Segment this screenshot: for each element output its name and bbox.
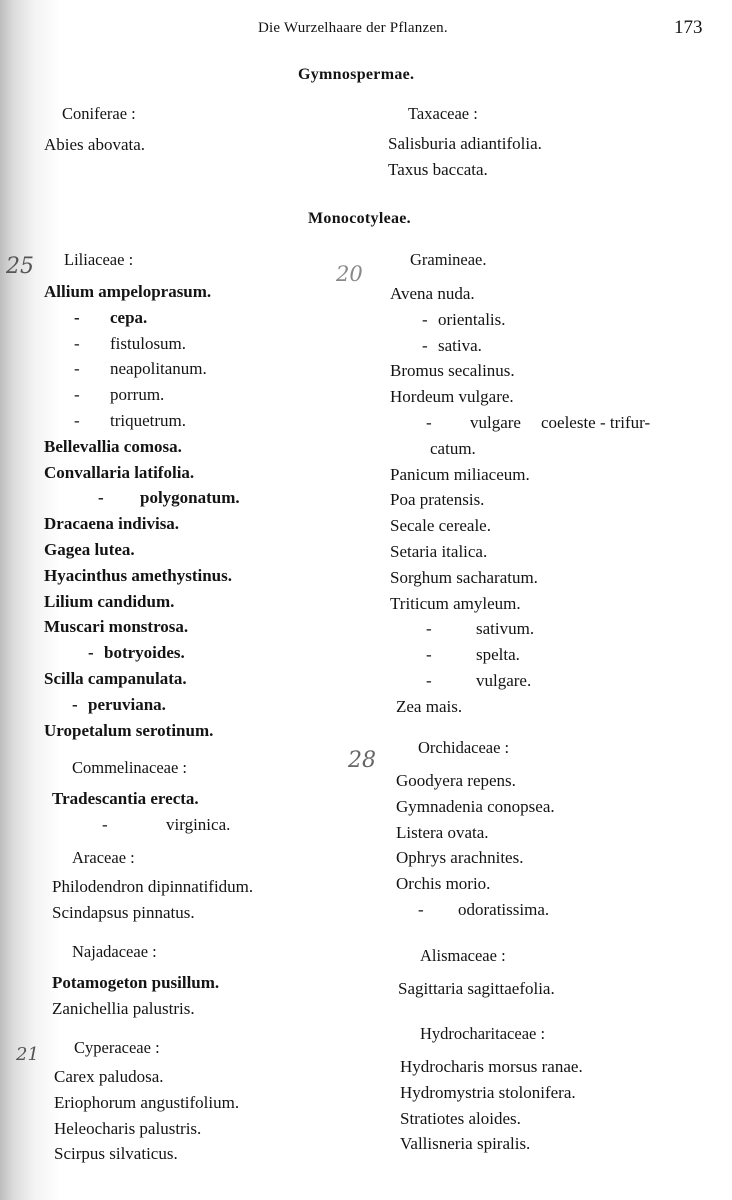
list-gramineae [390, 281, 650, 720]
list-item: Scilla campanulata. [44, 668, 187, 688]
page-number: 173 [674, 17, 703, 38]
list-item: Bellevallia comosa. [44, 436, 182, 456]
list-item: Scirpus silvaticus. [54, 1144, 178, 1164]
list-item: Salisburia adiantifolia. [388, 134, 542, 153]
list-item: - odoratissima. [418, 899, 550, 919]
list-commelinaceae [52, 786, 230, 838]
list-item: Bromus secalinus. [390, 361, 515, 381]
list-item: Poa pratensis. [390, 490, 485, 510]
family-heading-najadaceae: Najadaceae : [72, 942, 157, 961]
list-item: Eriophorum angustifolium. [54, 1092, 240, 1112]
list-item: Vallisneria spiralis. [400, 1134, 531, 1154]
list-item: Secale cereale. [390, 516, 491, 536]
family-heading-taxaceae: Taxaceae : [408, 104, 478, 123]
handwritten-annotation: 20 [336, 262, 363, 286]
list-item: Stratiotes aloides. [400, 1108, 521, 1128]
list-item: Allium ampeloprasum. [44, 282, 212, 301]
list-item: - polygonatum. [98, 488, 240, 508]
handwritten-annotation: 28 [348, 748, 376, 773]
family-heading-coniferae: Coniferae : [62, 104, 136, 123]
list-item: Muscari monstrosa. [44, 617, 189, 637]
handwritten-annotation: 21 [16, 1044, 39, 1065]
list-item: Hydrocharis morsus ranae. [400, 1057, 583, 1076]
list-araceae [52, 874, 253, 926]
list-item: - porrum. [74, 385, 165, 405]
list-item: Lilium candidum. [44, 591, 175, 611]
list-item: Gagea lutea. [44, 539, 135, 559]
list-item: Taxus baccata. [388, 159, 488, 179]
list-item: - cepa. [74, 307, 148, 327]
list-item: Goodyera repens. [396, 771, 516, 790]
list-item: - sativa. [422, 335, 482, 355]
family-heading-gramineae: Gramineae. [410, 250, 487, 269]
list-item: Hyacinthus amethystinus. [44, 565, 232, 585]
list-item: Heleocharis palustris. [54, 1118, 202, 1138]
list-item: Dracaena indivisa. [44, 514, 180, 534]
list-item: Potamogeton pusillum. [52, 973, 220, 992]
list-najadaceae [52, 970, 219, 1022]
family-heading-orchidaceae: Orchidaceae : [418, 738, 510, 757]
list-item: Sorghum sacharatum. [390, 567, 538, 587]
list-item: - vulgare coeleste - trifur- [426, 412, 651, 432]
family-heading-alismaceae: Alismaceae : [420, 946, 506, 965]
list-item: Ophrys arachnites. [396, 848, 524, 868]
handwritten-annotation: 25 [6, 254, 34, 279]
list-hydrocharitaceae [400, 1054, 583, 1157]
list-item: Hordeum vulgare. [390, 387, 514, 407]
list-orchidaceae [396, 768, 555, 923]
list-item: Zanichellia palustris. [52, 998, 195, 1018]
family-heading-araceae: Araceae : [72, 848, 135, 867]
running-header: Die Wurzelhaare der Pflanzen. [258, 20, 448, 36]
list-item: - orientalis. [422, 309, 506, 329]
list-item: Hydromystria stolonifera. [400, 1082, 576, 1102]
list-item: Uropetalum serotinum. [44, 720, 214, 740]
list-item: Panicum miliaceum. [390, 464, 530, 484]
section-heading-gymnospermae: Gymnospermae. [298, 66, 415, 83]
list-liliaceae [44, 279, 240, 743]
list-item: Abies abovata. [44, 135, 146, 154]
list-item: Setaria italica. [390, 541, 488, 561]
list-item: - vulgare. [426, 670, 532, 690]
list-item: Zea mais. [396, 696, 463, 716]
list-item: catum. [430, 438, 476, 458]
family-heading-hydrocharitaceae: Hydrocharitaceae : [420, 1024, 546, 1043]
list-item: Listera ovata. [396, 822, 489, 842]
list-item: - peruviana. [72, 694, 166, 714]
list-cyperaceae [54, 1064, 239, 1167]
list-item: Sagittaria sagittaefolia. [398, 979, 555, 998]
list-item: Gymnadenia conopsea. [396, 796, 555, 816]
family-heading-liliaceae: Liliaceae : [64, 250, 134, 269]
list-item: - fistulosum. [74, 333, 187, 353]
list-coniferae [44, 132, 145, 158]
list-alismaceae [398, 976, 555, 1002]
list-item: - neapolitanum. [74, 359, 207, 379]
list-item: Tradescantia erecta. [52, 789, 199, 808]
list-item: Convallaria latifolia. [44, 462, 195, 482]
family-heading-cyperaceae: Cyperaceae : [74, 1038, 160, 1057]
list-item: Carex paludosa. [54, 1067, 164, 1086]
list-item: Triticum amyleum. [390, 593, 521, 613]
section-heading-monocotyleae: Monocotyleae. [308, 210, 411, 227]
list-item: Philodendron dipinnatifidum. [52, 877, 254, 896]
list-item: - virginica. [102, 814, 231, 834]
list-item: - sativum. [426, 619, 535, 639]
list-item: - spelta. [426, 645, 520, 665]
list-item: - botryoides. [88, 643, 185, 663]
list-item: Avena nuda. [390, 284, 475, 303]
list-taxaceae [388, 131, 542, 183]
list-item: Orchis morio. [396, 874, 491, 894]
list-item: Scindapsus pinnatus. [52, 902, 195, 922]
family-heading-commelinaceae: Commelinaceae : [72, 758, 187, 777]
list-item: - triquetrum. [74, 410, 187, 430]
